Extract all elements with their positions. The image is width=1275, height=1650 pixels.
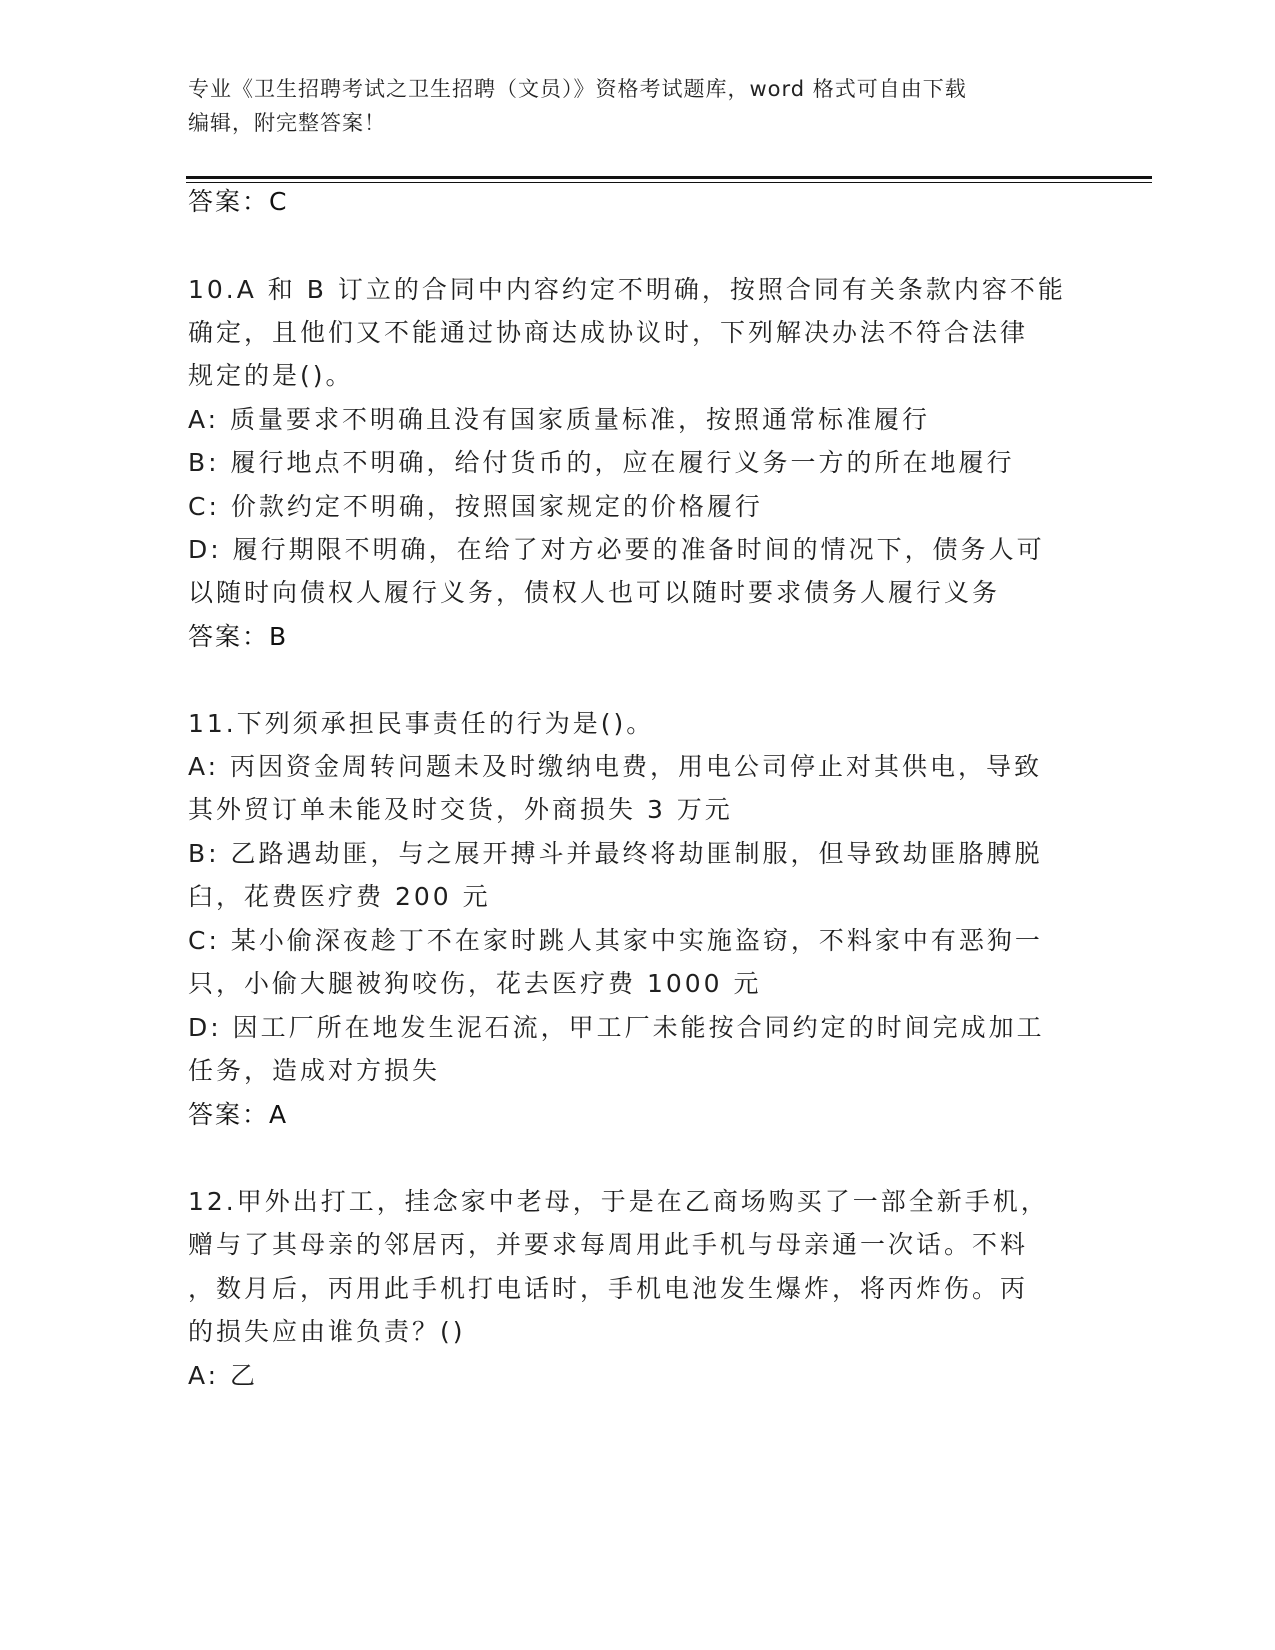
q10-option-c: C: 价款约定不明确，按照国家规定的价格履行 xyxy=(188,492,763,521)
q12-stem-line-1: 12.甲外出打工，挂念家中老母，于是在乙商场购买了一部全新手机， xyxy=(188,1187,1049,1216)
q11-stem: 11.下列须承担民事责任的行为是()。 xyxy=(188,709,655,738)
header-line-1: 专业《卫生招聘考试之卫生招聘（文员）》资格考试题库，word 格式可自由下载 xyxy=(188,77,967,101)
page-header xyxy=(188,72,1088,140)
header-divider-thin xyxy=(186,182,1152,183)
q10-stem-line-3: 规定的是()。 xyxy=(188,361,354,390)
q10-stem-line-1: 10.A 和 B 订立的合同中内容约定不明确，按照合同有关条款内容不能 xyxy=(188,275,1066,304)
q11-option-a-line-2: 其外贸订单未能及时交货，外商损失 3 万元 xyxy=(188,795,733,824)
q10-option-b: B: 履行地点不明确，给付货币的，应在履行义务一方的所在地履行 xyxy=(188,448,1015,477)
q12-stem-line-3: ，数月后，丙用此手机打电话时，手机电池发生爆炸，将丙炸伤。丙 xyxy=(188,1274,1029,1303)
q10-answer: 答案：B xyxy=(188,622,289,651)
q12-option-a: A: 乙 xyxy=(188,1361,259,1390)
q12-stem-line-4: 的损失应由谁负责？() xyxy=(188,1317,466,1346)
q12-stem-line-2: 赠与了其母亲的邻居丙，并要求每周用此手机与母亲通一次话。不料 xyxy=(188,1230,1029,1259)
header-line-2: 编辑，附完整答案！ xyxy=(188,111,386,135)
q11-option-b-line-2: 臼，花费医疗费 200 元 xyxy=(188,882,491,911)
q10-option-a: A: 质量要求不明确且没有国家质量标准，按照通常标准履行 xyxy=(188,405,931,434)
q11-option-c-line-1: C: 某小偷深夜趁丁不在家时跳人其家中实施盗窃，不料家中有恶狗一 xyxy=(188,926,1043,955)
q11-option-d-line-2: 任务，造成对方损失 xyxy=(188,1056,441,1085)
q10-stem-line-2: 确定，且他们又不能通过协商达成协议时，下列解决办法不符合法律 xyxy=(188,318,1029,347)
header-divider-thick xyxy=(186,176,1152,179)
q10-option-d-line-2: 以随时向债权人履行义务，债权人也可以随时要求债务人履行义务 xyxy=(188,578,1001,607)
q11-option-a-line-1: A: 丙因资金周转问题未及时缴纳电费，用电公司停止对其供电，导致 xyxy=(188,752,1043,781)
answer-prev: 答案：C xyxy=(188,187,289,216)
q11-option-d-line-1: D: 因工厂所在地发生泥石流，甲工厂未能按合同约定的时间完成加工 xyxy=(188,1013,1045,1042)
q11-answer: 答案：A xyxy=(188,1100,289,1129)
q11-option-b-line-1: B: 乙路遇劫匪，与之展开搏斗并最终将劫匪制服，但导致劫匪胳膊脱 xyxy=(188,839,1043,868)
q11-option-c-line-2: 只，小偷大腿被狗咬伤，花去医疗费 1000 元 xyxy=(188,969,762,998)
q10-option-d-line-1: D: 履行期限不明确，在给了对方必要的准备时间的情况下，债务人可 xyxy=(188,535,1045,564)
